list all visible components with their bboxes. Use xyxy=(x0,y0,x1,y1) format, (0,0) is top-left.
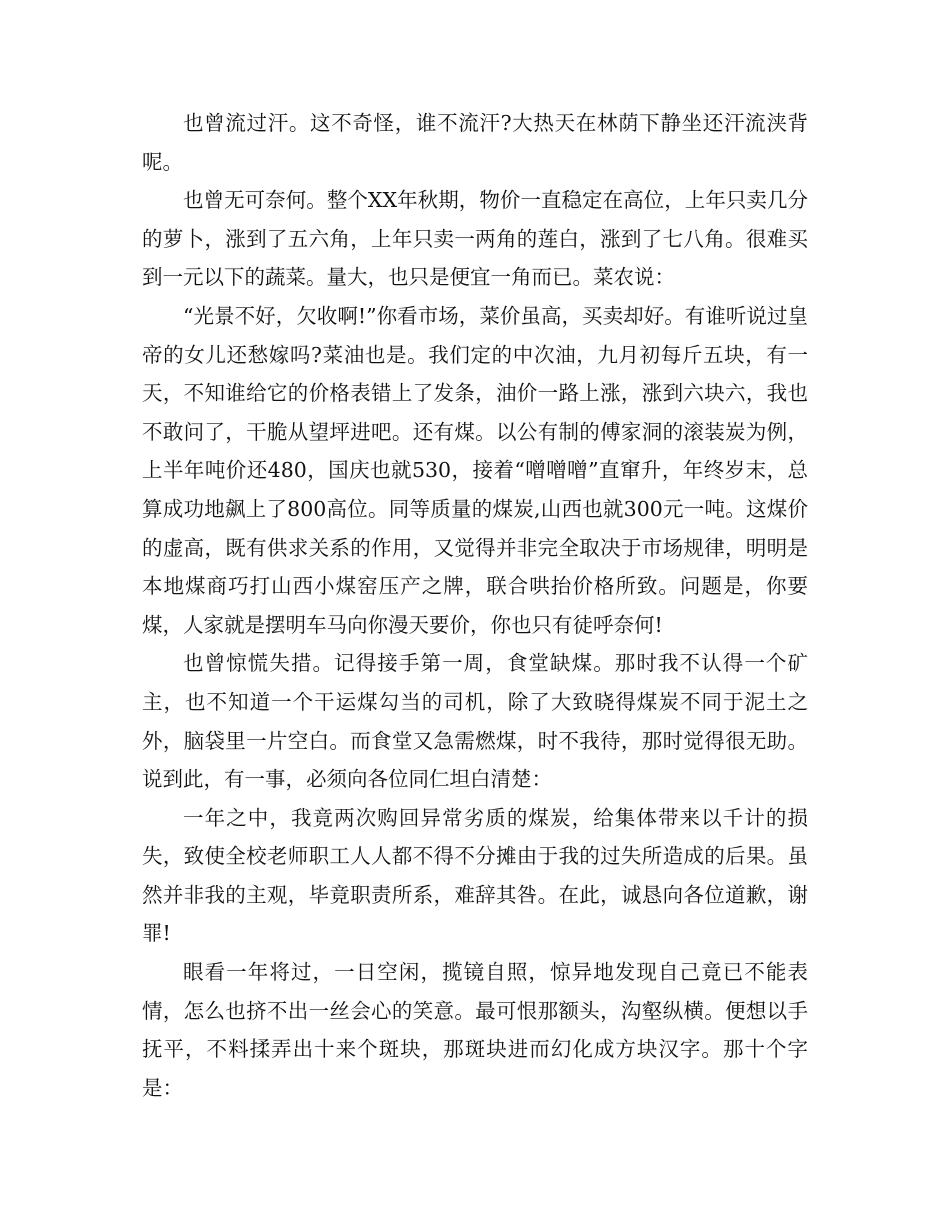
paragraph-prices: “光景不好，欠收啊!”你看市场，菜价虽高，买卖却好。有谁听说过皇帝的女儿还愁嫁吗?菜油也是。我们定的中次油，九月初每斤五块，有一天，不知谁给它的价格表错上了发条，油价一路上涨，涨到六块六，我也不敢问了，干脆从望坪进吧。还有煤。以公有制的傅家洞的滚装炭为例，上半年吨价还480，国庆也就530，接着“噌噌噌”直窜升，年终岁末，总算成功地飙上了800高位。同等质量的煤炭,山西也就300元一吨。这煤价的虚高，既有供求关系的作用，又觉得并非完全取决于市场规律，明明是本地煤商巧打山西小煤窑压产之牌，联合哄抬价格所致。问题是，你要煤，人家就是摆明车马向你漫天要价，你也只有徒呼奈何! xyxy=(142,303,808,637)
paragraph-panic: 也曾惊慌失措。记得接手第一周，食堂缺煤。那时我不认得一个矿主，也不知道一个干运煤勾当的司机，除了大致晓得煤炭不同于泥土之外，脑袋里一片空白。而食堂又急需燃煤，时不我待，那时觉得很无助。说到此，有一事，必须向各位同仁坦白清楚： xyxy=(142,651,808,792)
paragraph-sweat: 也曾流过汗。这不奇怪，谁不流汗?大热天在林荫下静坐还汗流浃背呢。 xyxy=(142,111,808,174)
paragraph-mirror: 眼看一年将过，一日空闲，揽镜自照，惊异地发现自己竟已不能表情，怎么也挤不出一丝会心的笑意。最可恨那额头，沟壑纵横。便想以手抚平，不料揉弄出十来个斑块，那斑块进而幻化成方块汉字。那十个字是： xyxy=(142,960,808,1100)
document-body xyxy=(142,104,808,1107)
paragraph-apology: 一年之中，我竟两次购回异常劣质的煤炭，给集体带来以千计的损失，致使全校老师职工人人都不得不分摊由于我的过失所造成的后果。虽然并非我的主观，毕竟职责所系，难辞其咎。在此，诚恳向各位道歉，谢罪! xyxy=(142,805,808,946)
paragraph-helpless: 也曾无可奈何。整个XX年秋期，物价一直稳定在高位，上年只卖几分的萝卜，涨到了五六角，上年只卖一两角的莲白，涨到了七八角。很难买到一元以下的蔬菜。量大，也只是便宜一角而已。菜农说： xyxy=(142,188,808,290)
